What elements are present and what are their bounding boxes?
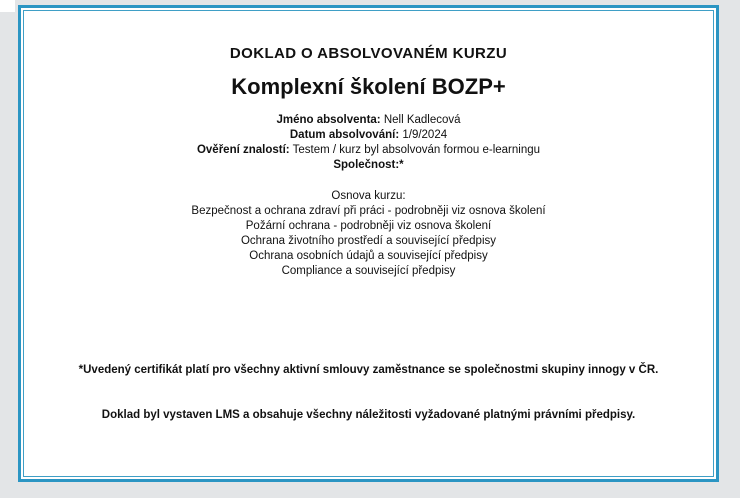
detail-label-date: Datum absolvování: (289, 129, 400, 141)
detail-label-company: Společnost:* (333, 159, 404, 171)
course-title: Komplexní školení BOZP+ (231, 74, 506, 99)
detail-label-verification: Ověření znalostí: (196, 144, 290, 156)
syllabus-item: Požární ochrana - podrobněji viz osnova školení (245, 220, 492, 232)
document-heading: DOKLAD O ABSOLVOVANÉM KURZU (229, 45, 508, 62)
detail-label-name: Jméno absolventa: (276, 114, 381, 126)
detail-value-name: Nell Kadlecová (383, 114, 461, 126)
detail-row-name (24, 113, 713, 128)
certificate-outer-border (18, 5, 719, 482)
viewer-corner-patch (0, 0, 15, 12)
certificate-page (23, 10, 714, 477)
syllabus-heading: Osnova kurzu: (331, 190, 406, 202)
detail-row-company (24, 158, 713, 173)
detail-value-verification: Testem / kurz byl absolvován formou e-learningu (292, 144, 541, 156)
footnote-issued-by: Doklad byl vystaven LMS a obsahuje všechny náležitosti vyžadované platnými právními předpisy. (101, 409, 636, 421)
syllabus-item: Bezpečnost a ochrana zdraví při práci - podrobněji viz osnova školení (191, 205, 546, 217)
syllabus-section (24, 189, 713, 279)
details-section (24, 113, 713, 173)
footnote-validity: *Uvedený certifikát platí pro všechny aktivní smlouvy zaměstnance se společnostmi skupiny innogy v ČR. (78, 364, 659, 376)
syllabus-item: Compliance a související předpisy (281, 265, 456, 277)
syllabus-item: Ochrana osobních údajů a související předpisy (249, 250, 488, 262)
detail-row-verification (24, 143, 713, 158)
detail-value-date: 1/9/2024 (402, 129, 448, 141)
detail-row-date (24, 128, 713, 143)
syllabus-item: Ochrana životního prostředí a související předpisy (240, 235, 497, 247)
